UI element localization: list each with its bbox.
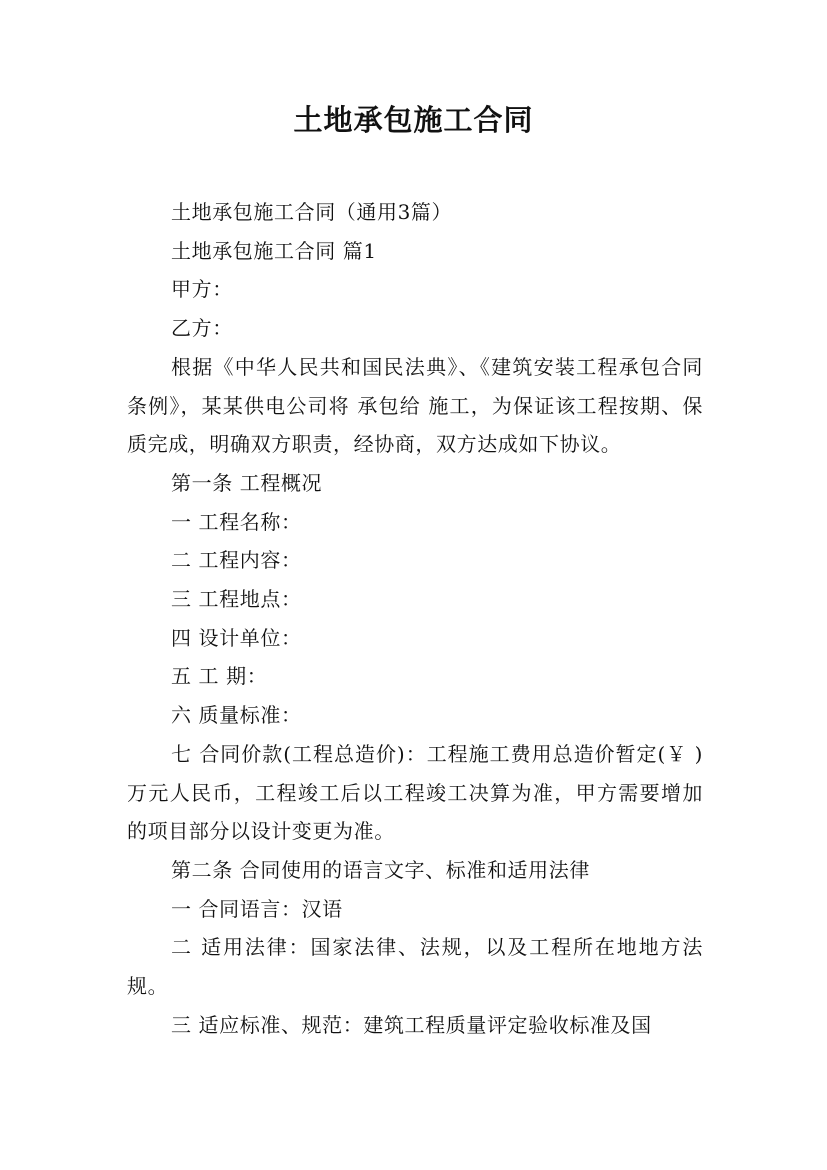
paragraph-applicable-standards: 三 适应标准、规范：建筑工程质量评定验收标准及国 [171,1012,652,1037]
document-title: 土地承包施工合同 [293,103,534,137]
paragraph-contract-price: 七 合同价款(工程总造价)：工程施工费用总造价暂定(￥ )万元人民币，工程竣工后以工程竣工决算为准，甲方需要增加的项目部分以设计变更为准。 [127,741,703,844]
paragraph-subtitle: 土地承包施工合同（通用3篇） [171,200,453,224]
paragraph-duration: 五 工 期： [171,664,268,689]
paragraph-party-b: 乙方： [171,316,233,341]
paragraph-project-content: 二 工程内容： [171,548,302,573]
paragraph-preamble: 根据《中华人民共和国民法典》、《建筑安装工程承包合同条例》，某某供电公司将 承包给 施工，为保证该工程按期、保质完成，明确双方职责，经协商，双方达成如下协议。 [127,354,703,457]
paragraph-section-heading: 土地承包施工合同 篇1 [171,238,377,263]
paragraph-project-name: 一 工程名称： [171,509,302,534]
paragraph-article-2: 第二条 合同使用的语言文字、标准和适用法律 [171,857,590,882]
paragraph-project-location: 三 工程地点： [171,587,302,612]
paragraph-applicable-law: 二 适用法律：国家法律、法规，以及工程所在地地方法规。 [127,935,703,999]
paragraph-contract-language: 一 合同语言：汉语 [171,896,343,921]
paragraph-article-1: 第一条 工程概况 [171,470,323,495]
paragraph-party-a: 甲方： [171,277,233,302]
paragraph-design-unit: 四 设计单位： [171,625,302,650]
paragraph-quality-standard: 六 质量标准： [171,703,302,728]
document-body [127,193,703,1044]
